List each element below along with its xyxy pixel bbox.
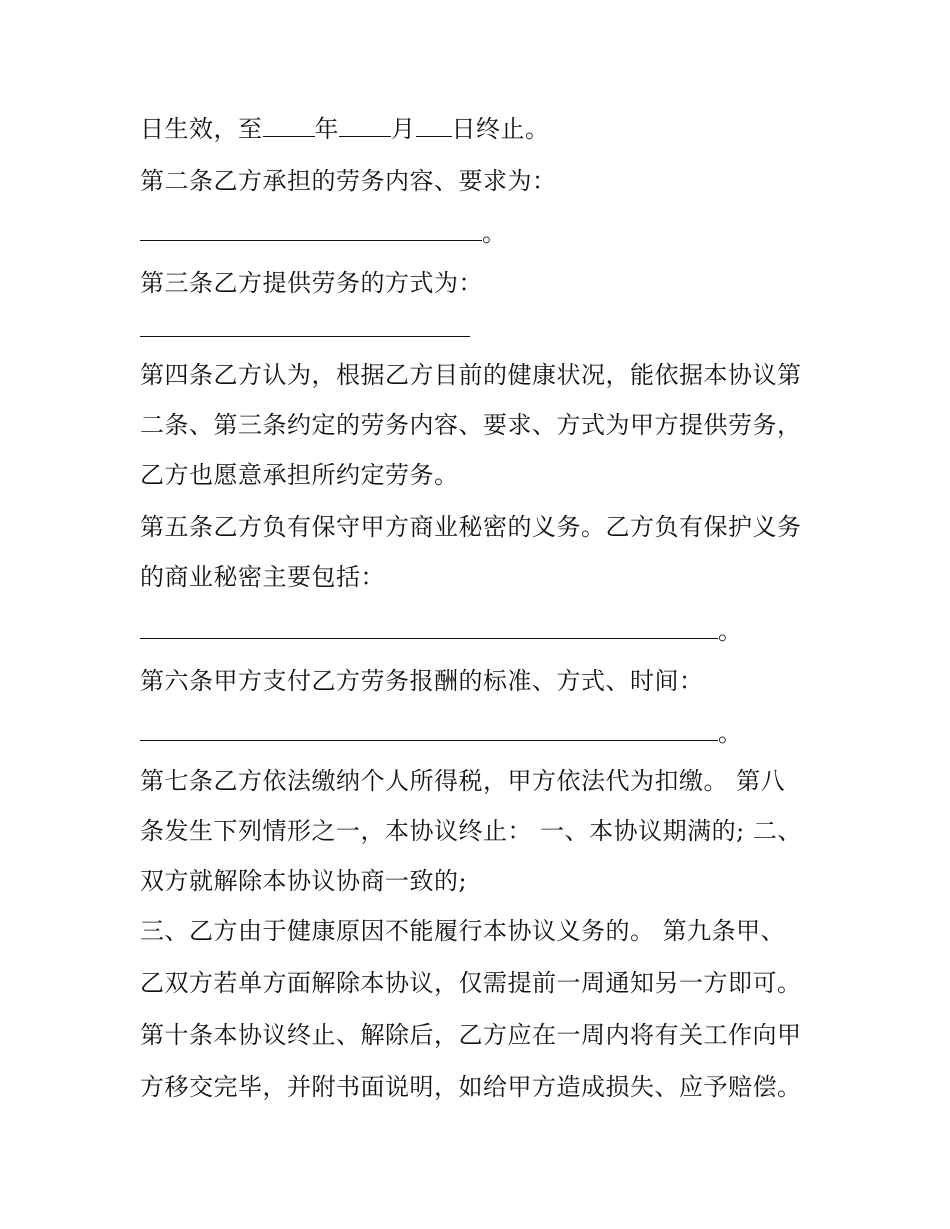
article-5-blank — [140, 616, 718, 639]
article-2-heading: 第二条乙方承担的劳务内容、要求为： — [140, 167, 557, 195]
article-3-blank — [140, 314, 470, 337]
end-text: 日终止。 — [451, 115, 550, 143]
article-7-line-1: 第七条乙方依法缴纳个人所得税，甲方依法代为扣缴。 第八 — [140, 767, 786, 795]
term-dates-line — [140, 112, 550, 146]
day-blank — [416, 114, 452, 137]
article-2-period: 。 — [482, 219, 507, 247]
article-2-blank — [140, 218, 482, 241]
article-8-line-2: 双方就解除本协议协商一致的; — [140, 867, 468, 895]
article-6-blank — [140, 718, 718, 741]
article-6-heading: 第六条甲方支付乙方劳务报酬的标准、方式、时间： — [140, 667, 704, 695]
article-4-line-1: 第四条乙方认为，根据乙方目前的健康状况，能依据本协议第 — [140, 361, 802, 389]
year-blank — [263, 114, 315, 137]
article-6-period: 。 — [718, 719, 743, 747]
article-3-heading: 第三条乙方提供劳务的方式为： — [140, 269, 483, 297]
article-5-period: 。 — [718, 617, 743, 645]
year-text: 年 — [314, 115, 339, 143]
article-3-fill-line — [140, 312, 470, 346]
article-10-line-1: 第十条本协议终止、解除后，乙方应在一周内将有关工作向甲 — [140, 1021, 802, 1049]
article-9-line: 乙双方若单方面解除本协议，仅需提前一周通知另一方即可。 — [140, 969, 802, 997]
article-8-line-1: 条发生下列情形之一，本协议终止： 一、本协议期满的; 二、 — [140, 817, 802, 845]
article-6-fill-line — [140, 716, 743, 750]
article-5-line-1: 第五条乙方负有保守甲方商业秘密的义务。乙方负有保护义务 — [140, 513, 802, 541]
article-2-fill-line — [140, 216, 507, 250]
article-4-line-2: 二条、第三条约定的劳务内容、要求、方式为甲方提供劳务， — [140, 411, 802, 439]
month-blank — [339, 114, 391, 137]
article-10-line-2: 方移交完毕，并附书面说明，如给甲方造成损失、应予赔偿。 — [140, 1073, 802, 1101]
article-8-line-3: 三、乙方由于健康原因不能履行本协议义务的。 第九条甲、 — [140, 917, 786, 945]
article-4-line-3: 乙方也愿意承担所约定劳务。 — [140, 461, 459, 489]
month-text: 月 — [391, 115, 416, 143]
article-5-fill-line — [140, 614, 743, 648]
effective-text: 日生效，至 — [140, 115, 263, 143]
article-5-line-2: 的商业秘密主要包括： — [140, 563, 385, 591]
